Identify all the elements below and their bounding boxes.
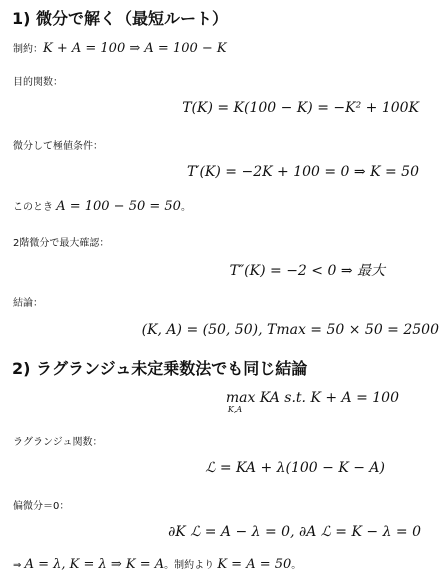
conclusion-formula: (K, A) = (50, 50), Tmax = 50 × 50 = 2500	[141, 322, 439, 338]
final-prefix: ⇒	[13, 560, 25, 571]
conclusion-label: 結論：	[13, 298, 43, 309]
second-derivative-label: 2階微分で最大確認：	[13, 238, 110, 249]
extremum-label: 微分して極値条件：	[13, 141, 103, 152]
section-2-title: 2) ラグランジュ未定乗数法でも同じ結論	[12, 359, 308, 378]
so-line	[13, 198, 447, 214]
max-formula-main: max KA s.t. K + A = 100	[225, 390, 399, 406]
final-line	[13, 556, 447, 572]
final-math-1: A = λ, K = λ ⇒ K = A	[24, 557, 165, 572]
final-suffix: 。	[291, 560, 302, 571]
final-mid: 。制約より	[164, 560, 218, 571]
max-formula	[225, 390, 399, 414]
so-suffix: 。	[180, 202, 191, 213]
section-1-title: 1) 微分で解く（最短ルート）	[12, 9, 229, 28]
extremum-formula: T′(K) = −2K + 100 = 0 ⇒ K = 50	[186, 164, 419, 180]
final-math-2: K = A = 50	[217, 557, 292, 572]
so-prefix: このとき	[13, 202, 57, 213]
partial-label: 偏微分＝0：	[13, 501, 70, 512]
constraint-label: 制約：	[13, 44, 43, 55]
second-derivative-formula: T″(K) = −2 < 0 ⇒ 最大	[229, 263, 385, 279]
lagrangian-formula: ℒ = KA + λ(100 − K − A)	[205, 460, 385, 476]
partial-formula: ∂K ℒ = A − λ = 0, ∂A ℒ = K − λ = 0	[168, 524, 421, 540]
so-math: A = 100 − 50 = 50	[56, 199, 181, 214]
max-subscript: K,A	[227, 405, 243, 414]
objective-formula: T(K) = K(100 − K) = −K² + 100K	[182, 100, 419, 116]
constraint-line	[13, 40, 447, 56]
constraint-math: K + A = 100 ⇒ A = 100 − K	[43, 41, 227, 56]
lagrangian-label: ラグランジュ関数：	[13, 437, 103, 448]
objective-label: 目的関数：	[13, 77, 63, 88]
